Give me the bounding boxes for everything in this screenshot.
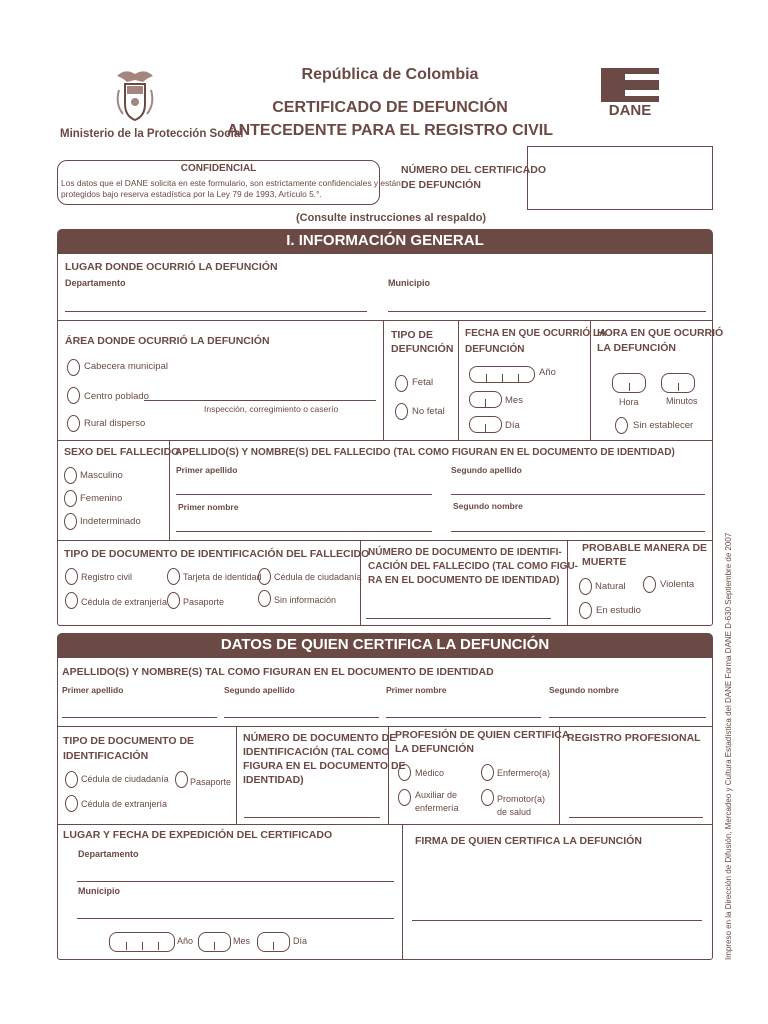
expedicion-day-field[interactable] xyxy=(257,932,290,952)
country-name: República de Colombia xyxy=(301,66,479,83)
cert-num-doc-title-2: IDENTIFICACIÓN (TAL COMO xyxy=(243,746,390,758)
cert-num-doc-title-3: FIGURA EN EL DOCUMENTO DE xyxy=(243,760,406,772)
divider xyxy=(559,726,560,824)
cert-pasaporte-label: Pasaporte xyxy=(190,777,232,787)
cert-cedula-extranjeria-radio[interactable] xyxy=(65,795,78,812)
departamento-label: Departamento xyxy=(65,278,126,288)
no-fetal-label: No fetal xyxy=(412,406,445,417)
cert-cedula-ciudadania-radio[interactable] xyxy=(65,771,78,788)
fecha-month-field[interactable] xyxy=(469,391,502,408)
primer-nombre-field[interactable] xyxy=(176,531,432,532)
dane-logo-text: DANE xyxy=(608,102,652,119)
expedicion-municipio-label: Municipio xyxy=(78,886,120,896)
masculino-label: Masculino xyxy=(80,470,123,481)
hora-label: Hora xyxy=(619,397,639,407)
segundo-nombre-label: Segundo nombre xyxy=(453,501,523,511)
cedula-extranjeria-radio[interactable] xyxy=(65,592,78,609)
expedicion-year-field[interactable] xyxy=(109,932,175,952)
cert-number-label-2: DE DEFUNCIÓN xyxy=(401,179,481,191)
fallecido-names-title: APELLIDO(S) Y NOMBRE(S) DEL FALLECIDO (TAL COMO FIGURAN EN EL DOCUMENTO DE IDENTIDAD) xyxy=(175,447,675,458)
ministry-name: Ministerio de la Protección Social xyxy=(60,128,244,140)
pasaporte-radio[interactable] xyxy=(167,592,180,609)
cert-num-doc-field[interactable] xyxy=(244,817,380,818)
no-fetal-radio[interactable] xyxy=(395,403,408,420)
divider xyxy=(57,824,713,825)
femenino-radio[interactable] xyxy=(64,490,77,507)
fecha-day-label: Día xyxy=(505,420,520,431)
manera-title-2: MUERTE xyxy=(582,556,627,568)
printing-note: Impreso en la Dirección de Difusión, Mercadeo y Cultura Estadística del DANE Forma DANE D-630 Septiembre de 2007 xyxy=(724,532,733,960)
cert-segundo-nombre-field[interactable] xyxy=(549,717,706,718)
tipo-defuncion-title-2: DEFUNCIÓN xyxy=(391,343,454,355)
natural-label: Natural xyxy=(595,581,626,592)
enfermero-radio[interactable] xyxy=(481,764,494,781)
confidential-title: CONFIDENCIAL xyxy=(180,163,257,174)
cert-number-label-1: NÚMERO DEL CERTIFICADO xyxy=(401,164,547,176)
primer-nombre-label: Primer nombre xyxy=(178,502,239,512)
en-estudio-radio[interactable] xyxy=(579,602,592,619)
registro-profesional-title: REGISTRO PROFESIONAL xyxy=(567,732,701,744)
indeterminado-radio[interactable] xyxy=(64,513,77,530)
form-title: CERTIFICADO DE DEFUNCIÓN xyxy=(272,99,508,116)
divider xyxy=(57,540,713,541)
cert-tipo-doc-title-2: IDENTIFICACIÓN xyxy=(63,750,149,762)
sin-establecer-radio[interactable] xyxy=(615,417,628,434)
centro-radio[interactable] xyxy=(67,387,80,404)
cert-cedula-extranjeria-label: Cédula de extranjería xyxy=(81,799,168,809)
num-doc-fallecido-title-2: CACIÓN DEL FALLECIDO (TAL COMO FIGU- xyxy=(368,561,578,572)
promotor-label-1: Promotor(a) xyxy=(497,794,546,804)
cedula-extranjeria-label: Cédula de extranjería xyxy=(81,597,168,607)
fecha-month-label: Mes xyxy=(505,395,523,406)
segundo-nombre-field[interactable] xyxy=(451,531,705,532)
fecha-year-label: Año xyxy=(539,367,556,378)
divider xyxy=(458,320,459,440)
instructions-note: (Consulte instrucciones al respaldo) xyxy=(296,212,487,224)
municipio-field[interactable] xyxy=(388,311,706,312)
violenta-label: Violenta xyxy=(660,579,695,590)
divider xyxy=(383,320,384,440)
registro-civil-label: Registro civil xyxy=(81,572,133,582)
tipo-defuncion-title-1: TIPO DE xyxy=(391,329,434,341)
hora-title-2: LA DEFUNCIÓN xyxy=(597,342,676,354)
fecha-title-2: DEFUNCIÓN xyxy=(465,344,525,355)
cert-primer-apellido-label: Primer apellido xyxy=(62,685,124,695)
en-estudio-label: En estudio xyxy=(596,605,641,616)
fetal-label: Fetal xyxy=(412,377,434,388)
primer-apellido-field[interactable] xyxy=(176,494,432,495)
cert-number-field[interactable] xyxy=(527,146,713,210)
divider xyxy=(236,726,237,824)
promotor-label-2: de salud xyxy=(497,807,532,817)
dane-logo xyxy=(601,68,659,120)
expedicion-month-field[interactable] xyxy=(198,932,231,952)
sin-informacion-label: Sin información xyxy=(274,595,337,605)
centro-field[interactable] xyxy=(144,400,376,401)
tipo-doc-fallecido-title: TIPO DE DOCUMENTO DE IDENTIFICACIÓN DEL FALLECIDO xyxy=(64,548,370,560)
expedicion-year-label: Año xyxy=(177,936,194,946)
natural-radio[interactable] xyxy=(579,578,592,595)
masculino-radio[interactable] xyxy=(64,467,77,484)
confidential-text-1: Los datos que el DANE solicita en este formulario, son estrictamente confidenciales y están xyxy=(61,178,401,188)
area-title: ÁREA DONDE OCURRIÓ LA DEFUNCIÓN xyxy=(65,335,270,347)
registro-profesional-field[interactable] xyxy=(569,817,703,818)
confidential-text-2: protegidos bajo reserva estadística por la Ley 79 de 1993, Artículo 5.°. xyxy=(61,189,322,199)
sexo-title: SEXO DEL FALLECIDO xyxy=(64,446,180,458)
certificador-names-title: APELLIDO(S) Y NOMBRE(S) TAL COMO FIGURAN EN EL DOCUMENTO DE IDENTIDAD xyxy=(62,666,494,678)
femenino-label: Femenino xyxy=(80,493,123,504)
segundo-apellido-field[interactable] xyxy=(451,494,705,495)
pasaporte-label: Pasaporte xyxy=(183,597,225,607)
lugar-title: LUGAR DONDE OCURRIÓ LA DEFUNCIÓN xyxy=(65,261,278,273)
expedicion-day-label: Día xyxy=(293,936,308,946)
expedicion-municipio-field[interactable] xyxy=(77,918,394,919)
cedula-ciudadania-radio[interactable] xyxy=(258,568,271,585)
coat-of-arms-icon xyxy=(113,66,157,124)
medico-radio[interactable] xyxy=(398,764,411,781)
auxiliar-radio[interactable] xyxy=(398,789,411,806)
divider xyxy=(57,320,713,321)
divider xyxy=(388,726,389,824)
minutos-field[interactable] xyxy=(661,373,695,393)
manera-title-1: PROBABLE MANERA DE xyxy=(582,542,708,554)
primer-apellido-label: Primer apellido xyxy=(176,465,238,475)
num-doc-fallecido-field[interactable] xyxy=(366,618,551,619)
indeterminado-label: Indeterminado xyxy=(80,516,141,527)
auxiliar-label-2: enfermería xyxy=(415,803,459,813)
rural-label: Rural disperso xyxy=(84,418,146,429)
num-doc-fallecido-title-3: RA EN EL DOCUMENTO DE IDENTIDAD) xyxy=(368,575,560,586)
tarjeta-identidad-label: Tarjeta de identidad xyxy=(183,572,262,582)
cert-primer-nombre-label: Primer nombre xyxy=(386,685,447,695)
tarjeta-identidad-radio[interactable] xyxy=(167,568,180,585)
rural-radio[interactable] xyxy=(67,415,80,432)
sin-establecer-label: Sin establecer xyxy=(633,420,694,431)
divider xyxy=(360,540,361,626)
medico-label: Médico xyxy=(415,768,445,778)
registro-civil-radio[interactable] xyxy=(65,568,78,585)
violenta-radio[interactable] xyxy=(643,576,656,593)
cert-primer-nombre-field[interactable] xyxy=(386,717,541,718)
expedicion-title: LUGAR Y FECHA DE EXPEDICIÓN DEL CERTIFICADO xyxy=(63,829,333,841)
cert-tipo-doc-title-1: TIPO DE DOCUMENTO DE xyxy=(63,735,195,747)
fecha-title-1: FECHA EN QUE OCURRIÓ LA xyxy=(465,328,607,339)
profesion-title-2: LA DEFUNCIÓN xyxy=(395,743,474,755)
cabecera-radio[interactable] xyxy=(67,359,80,376)
fetal-radio[interactable] xyxy=(395,375,408,392)
cedula-ciudadania-label: Cédula de ciudadanía xyxy=(274,572,362,582)
profesion-title-1: PROFESIÓN DE QUIEN CERTIFICA xyxy=(395,729,570,741)
cert-cedula-ciudadania-label: Cédula de ciudadanía xyxy=(81,774,169,784)
cert-primer-apellido-field[interactable] xyxy=(62,717,217,718)
firma-title: FIRMA DE QUIEN CERTIFICA LA DEFUNCIÓN xyxy=(415,835,642,847)
minutos-label: Minutos xyxy=(666,396,698,406)
centro-label: Centro poblado xyxy=(84,391,149,402)
sin-informacion-radio[interactable] xyxy=(258,590,271,607)
divider xyxy=(169,440,170,540)
form-subtitle: ANTECEDENTE PARA EL REGISTRO CIVIL xyxy=(227,122,553,139)
municipio-label: Municipio xyxy=(388,278,430,288)
fecha-year-field[interactable] xyxy=(469,366,535,383)
divider xyxy=(567,540,568,626)
expedicion-departamento-field[interactable] xyxy=(77,881,394,882)
num-doc-fallecido-title-1: NÚMERO DE DOCUMENTO DE IDENTIFI- xyxy=(368,547,562,558)
expedicion-departamento-label: Departamento xyxy=(78,849,139,859)
auxiliar-label-1: Auxiliar de xyxy=(415,790,458,800)
expedicion-month-label: Mes xyxy=(233,936,251,946)
enfermero-label: Enfermero(a) xyxy=(497,768,551,778)
section1-header: I. INFORMACIÓN GENERAL xyxy=(57,229,713,253)
promotor-radio[interactable] xyxy=(481,789,494,806)
fecha-day-field[interactable] xyxy=(469,416,502,433)
cert-num-doc-title-1: NÚMERO DE DOCUMENTO DE xyxy=(243,732,397,744)
divider xyxy=(57,440,713,441)
cert-num-doc-title-4: IDENTIDAD) xyxy=(243,774,304,786)
hora-field[interactable] xyxy=(612,373,646,393)
cert-segundo-nombre-label: Segundo nombre xyxy=(549,685,619,695)
departamento-field[interactable] xyxy=(65,311,367,312)
divider xyxy=(402,824,403,960)
cert-segundo-apellido-field[interactable] xyxy=(224,717,379,718)
firma-field[interactable] xyxy=(412,920,702,921)
hora-title-1: HORA EN QUE OCURRIÓ xyxy=(597,327,724,339)
divider xyxy=(57,726,713,727)
section2-header: DATOS DE QUIEN CERTIFICA LA DEFUNCIÓN xyxy=(57,633,713,657)
segundo-apellido-label: Segundo apellido xyxy=(451,465,522,475)
cabecera-label: Cabecera municipal xyxy=(84,361,168,372)
cert-pasaporte-radio[interactable] xyxy=(175,771,188,788)
inspeccion-label: Inspección, corregimiento o caserío xyxy=(204,404,339,414)
cert-segundo-apellido-label: Segundo apellido xyxy=(224,685,295,695)
